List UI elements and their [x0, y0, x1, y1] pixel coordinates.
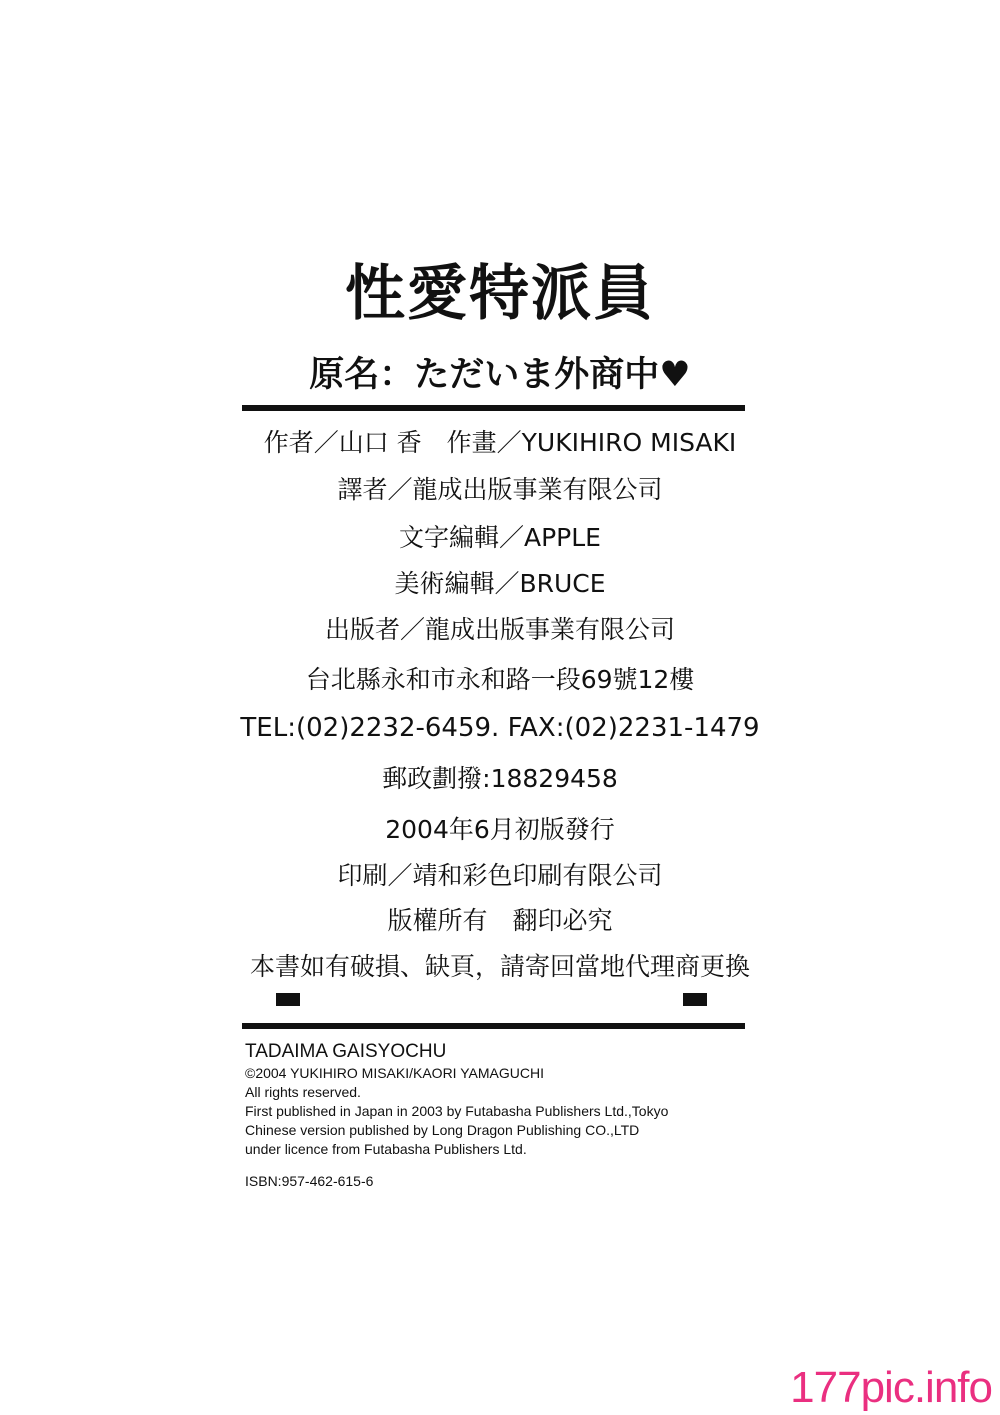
credit-publisher: 出版者／龍成出版事業有限公司: [324, 615, 675, 644]
top-divider: [242, 405, 745, 411]
credit-replacement-notice: 本書如有破損、缺頁，請寄回當地代理商更換: [249, 952, 750, 981]
credit-author-artist: 作者／山口 香 作畫／YUKIHIRO MISAKI: [263, 428, 737, 457]
copyright-line: ©2004 YUKIHIRO MISAKI/KAORI YAMAGUCHI: [245, 1065, 544, 1081]
credit-phone-fax: TEL:(02)2232-6459. FAX:(02)2231-1479: [240, 713, 760, 743]
first-published-line: First published in Japan in 2003 by Futabasha Publishers Ltd.,Tokyo: [245, 1103, 669, 1119]
english-copyright-block: [245, 1040, 765, 1159]
credit-text-editor: 文字編輯／APPLE: [399, 523, 601, 552]
left-registration-mark: [276, 993, 300, 1006]
english-title: TADAIMA GAISYOCHU: [245, 1041, 447, 1062]
credit-art-editor: 美術編輯／BRUCE: [394, 569, 606, 598]
credit-address: 台北縣永和市永和路一段69號12樓: [305, 665, 695, 694]
right-registration-mark: [683, 993, 707, 1006]
isbn: ISBN:957-462-615-6: [245, 1173, 374, 1189]
watermark-link[interactable]: 177pic.info: [790, 1363, 992, 1412]
original-title: 原名：ただいま外商中♥: [309, 355, 691, 395]
credit-copyright-notice: 版權所有 翻印必究: [387, 906, 613, 935]
book-title: 性愛特派員: [345, 259, 655, 329]
bottom-divider: [242, 1023, 745, 1029]
licence-line: under licence from Futabasha Publishers Ltd.: [245, 1141, 527, 1157]
credit-postal-account: 郵政劃撥:18829458: [382, 764, 618, 793]
chinese-version-line: Chinese version published by Long Dragon Publishing CO.,LTD: [245, 1122, 640, 1138]
credit-edition: 2004年6月初版發行: [385, 815, 615, 844]
credit-translator: 譯者／龍成出版事業有限公司: [337, 475, 663, 504]
credit-printer: 印刷／靖和彩色印刷有限公司: [337, 861, 663, 890]
rights-line: All rights reserved.: [245, 1084, 361, 1100]
